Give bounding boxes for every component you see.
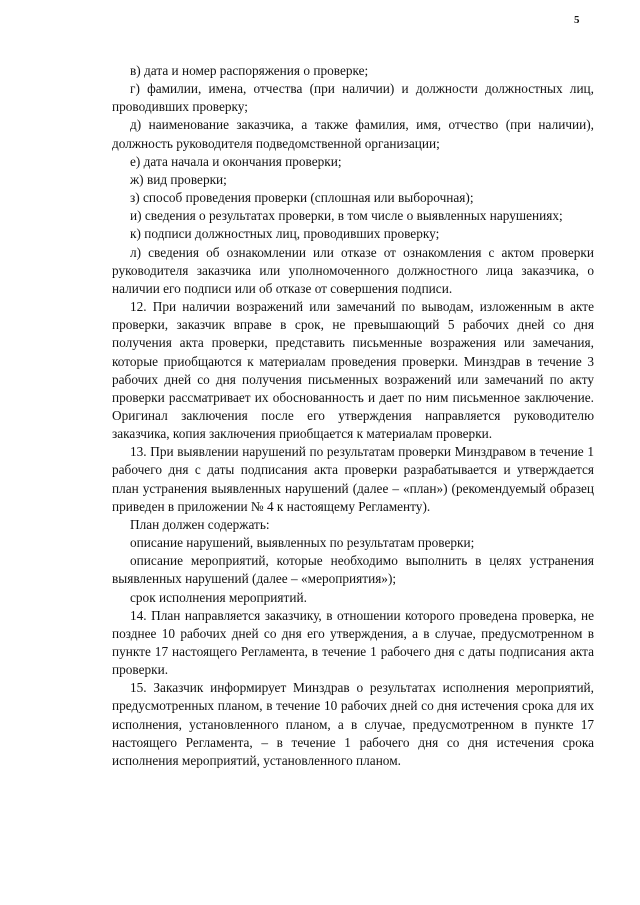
document-body — [112, 62, 594, 770]
list-item-k: к) подписи должностных лиц, проводивших проверку; — [130, 226, 440, 242]
list-item-i: и) сведения о результатах проверки, в том числе о выявленных нарушениях; — [130, 208, 563, 224]
list-item-d: д) наименование заказчика, а также фамилия, имя, отчество (при наличии), должность руководителя подведомственной организации; — [112, 117, 594, 151]
page-number: 5 — [574, 14, 580, 26]
plan-item-deadline: срок исполнения мероприятий. — [130, 589, 307, 605]
clause-15: 15. Заказчик информирует Минздрав о результатах исполнения мероприятий, предусмотренных планом, в течение 10 рабочих дней со дня истечения срока для их исполнения, установленного планом, а в случае, предусмотренном в пункте 17 настоящего Регламента, – в течение 1 рабочего дня со дня истечения срока исполнения мероприятий, установленного планом. — [112, 680, 594, 768]
list-item-g: г) фамилии, имена, отчества (при наличии) и должности должностных лиц, проводивших проверку; — [112, 81, 594, 115]
clause-13: 13. При выявлении нарушений по результатам проверки Минздравом в течение 1 рабочего дня с даты подписания акта проверки разрабатывается и утверждается план устранения выявленных нарушений (далее – «план») (рекомендуемый образец приведен в приложении № 4 к настоящему Регламенту). — [112, 444, 594, 514]
list-item-l: л) сведения об ознакомлении или отказе от ознакомления с актом проверки руководителя заказчика или уполномоченного должностного лица заказчика, о наличии его подписи или об отказе от совершения подписи. — [112, 244, 594, 296]
list-item-v: в) дата и номер распоряжения о проверке; — [130, 63, 369, 78]
clause-14: 14. План направляется заказчику, в отношении которого проведена проверка, не позднее 10 рабочих дней со дня его утверждения, а в случае, предусмотренном в пункте 17 настоящего Регламента, в течение 1 рабочего дня с даты подписания акта проверки. — [112, 607, 594, 678]
clause-12: 12. При наличии возражений или замечаний по выводам, изложенным в акте проверки, заказчик вправе в срок, не превышающий 5 рабочих дней со дня получения акта проверки, представить письменные возражения или замечания, которые приобщаются к материалам проведения проверки. Минздрав в течение 3 рабочих дней со дня получения письменных возражений или замечаний по акту проверки рассматривает их обоснованность и дает по ним письменное заключение. Оригинал заключения после его утверждения направляется руководителю заказчика, копия заключения приобщается к материалам проверки. — [112, 299, 594, 442]
plan-contents-intro: План должен содержать: — [130, 516, 270, 532]
plan-item-violations: описание нарушений, выявленных по результатам проверки; — [130, 535, 475, 551]
list-item-z: з) способ проведения проверки (сплошная или выборочная); — [130, 190, 474, 206]
list-item-e: е) дата начала и окончания проверки; — [130, 153, 342, 169]
list-item-zh: ж) вид проверки; — [130, 171, 227, 187]
plan-item-measures: описание мероприятий, которые необходимо выполнить в целях устранения выявленных нарушений (далее – «мероприятия»); — [112, 553, 594, 587]
